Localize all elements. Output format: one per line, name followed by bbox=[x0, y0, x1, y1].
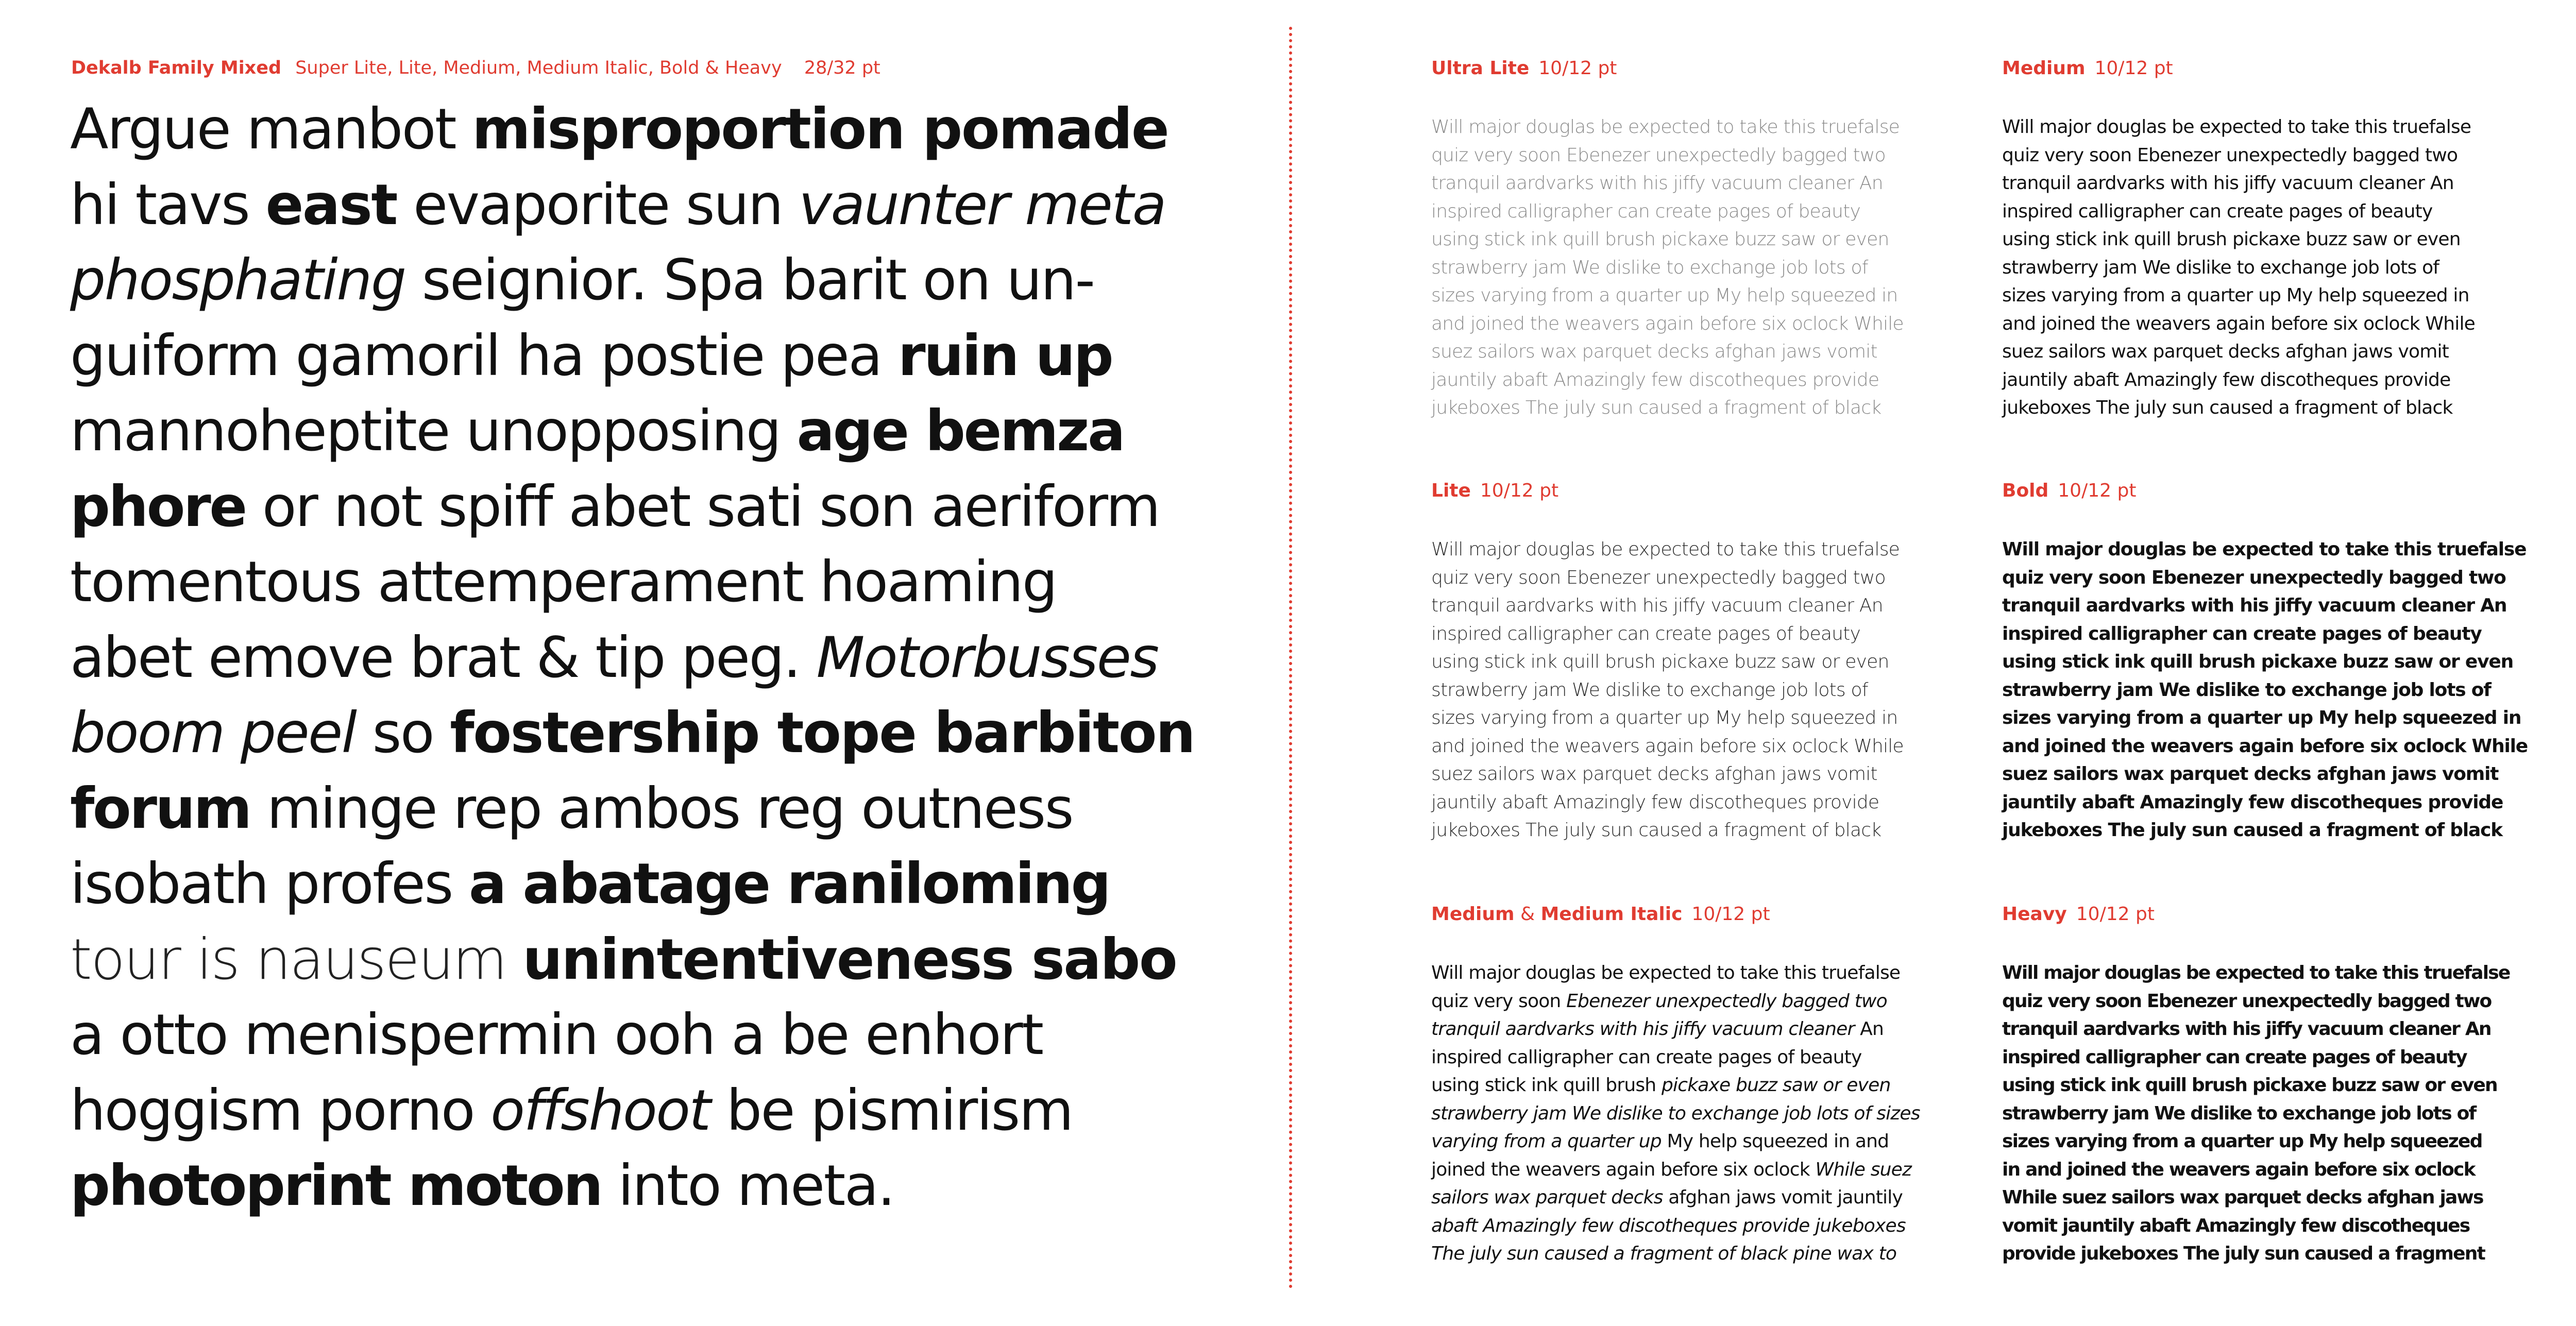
text-line: strawberry jam We dislike to exchange job lots of bbox=[1431, 679, 1868, 701]
text-line: sizes varying from a quarter up My help squeezed in bbox=[1431, 707, 1898, 728]
dotted-divider bbox=[1289, 27, 1292, 1289]
text-line: using stick ink quill brush pickaxe buzz saw or even bbox=[2002, 651, 2514, 672]
text-line: using stick ink quill brush pickaxe buzz saw or even bbox=[2002, 229, 2461, 250]
text-line: strawberry jam We dislike to exchange job lots of bbox=[1431, 257, 1868, 278]
block-header bbox=[2002, 480, 2540, 506]
text-line: tranquil aardvarks with his jiffy vacuum cleaner An bbox=[1431, 173, 1883, 194]
text-run: isobath profes bbox=[70, 851, 469, 916]
text-line bbox=[1431, 1184, 1970, 1212]
text-line bbox=[1431, 1100, 1970, 1128]
block-lite bbox=[1431, 480, 1970, 845]
text-line: quiz very soon Ebenezer unexpectedly bagged two bbox=[2002, 144, 2458, 166]
text-run: east bbox=[265, 172, 397, 237]
text-line: using stick ink quill brush pickaxe buzz saw or even bbox=[2002, 1075, 2497, 1096]
text-line bbox=[70, 997, 1270, 1073]
text-run: guiform gamoril ha postie pea bbox=[70, 322, 898, 388]
text-line: tranquil aardvarks with his jiffy vacuum cleaner An bbox=[1431, 595, 1883, 616]
text-line: quiz very soon Ebenezer unexpectedly bagged two bbox=[1431, 144, 1886, 166]
text-line bbox=[70, 394, 1270, 469]
text-line bbox=[70, 922, 1270, 998]
block-weight-name: Heavy bbox=[2002, 904, 2067, 925]
block-weight-name: Lite bbox=[1431, 480, 1471, 501]
text-line bbox=[1431, 959, 1970, 988]
text-run: age bemza bbox=[796, 398, 1124, 464]
text-line: sizes varying from a quarter up My help squeezed in bbox=[1431, 285, 1898, 306]
text-line: and joined the weavers again before six oclock While bbox=[2002, 735, 2528, 757]
text-line: suez sailors wax parquet decks afghan jaws vomit bbox=[2002, 341, 2449, 362]
text-run: seignior. Spa barit on un- bbox=[405, 247, 1094, 313]
text-line: Will major douglas be expected to take this truefalse bbox=[1431, 539, 1900, 560]
text-line bbox=[70, 469, 1270, 545]
text-run: tomentous attemperament hoaming bbox=[70, 549, 1057, 615]
text-line: Will major douglas be expected to take this truefalse bbox=[2002, 962, 2510, 983]
text-run: varying from a quarter up bbox=[1431, 1131, 1662, 1152]
family-name: Dekalb Family Mixed bbox=[71, 58, 282, 78]
text-line bbox=[70, 1148, 1270, 1224]
text-line: strawberry jam We dislike to exchange job lots of bbox=[2002, 257, 2439, 278]
block-weight-name-2: Medium Italic bbox=[1540, 904, 1683, 925]
text-line: strawberry jam We dislike to exchange job lots of bbox=[2002, 679, 2491, 701]
text-line: jukeboxes The july sun caused a fragment of black bbox=[2002, 397, 2453, 418]
text-line: inspired calligrapher can create pages of beauty bbox=[2002, 623, 2482, 644]
text-line: sizes varying from a quarter up My help squeezed in bbox=[2002, 285, 2469, 306]
text-run: vaunter meta bbox=[799, 172, 1166, 237]
text-run: An bbox=[1854, 1018, 1884, 1040]
text-run: minge rep ambos reg outness bbox=[250, 775, 1073, 841]
block-weight-name: Ultra Lite bbox=[1431, 58, 1530, 79]
sample-paragraph bbox=[1431, 113, 1970, 422]
text-line: jukeboxes The july sun caused a fragment of black bbox=[1431, 820, 1882, 841]
text-line: vomit jauntily abaft Amazingly few discotheques bbox=[2002, 1215, 2470, 1236]
text-run: inspired calligrapher can create pages of beauty bbox=[1431, 1046, 1862, 1068]
text-line bbox=[1431, 1212, 1970, 1240]
text-line bbox=[70, 620, 1270, 696]
text-line: jauntily abaft Amazingly few discotheques provide bbox=[2002, 791, 2503, 813]
text-run: Ebenezer unexpectedly bagged two bbox=[1566, 990, 1887, 1012]
text-run: evaporite sun bbox=[396, 172, 799, 237]
text-run: quiz very soon bbox=[1431, 990, 1567, 1012]
text-line: tranquil aardvarks with his jiffy vacuum cleaner An bbox=[2002, 173, 2454, 194]
text-line bbox=[70, 243, 1270, 318]
text-line: inspired calligrapher can create pages of beauty bbox=[1431, 623, 1861, 644]
text-line: sizes varying from a quarter up My help squeezed bbox=[2002, 1131, 2482, 1152]
text-run: tranquil aardvarks with his jiffy vacuum cleaner bbox=[1431, 1018, 1855, 1040]
text-run: strawberry jam We dislike to exchange job lots of sizes bbox=[1431, 1102, 1920, 1124]
text-line: inspired calligrapher can create pages of beauty bbox=[1431, 200, 1861, 222]
text-line: using stick ink quill brush pickaxe buzz saw or even bbox=[1431, 651, 1889, 672]
text-run: or not spiff abet sati son aeriform bbox=[245, 473, 1160, 539]
text-line: and joined the weavers again before six oclock While bbox=[1431, 735, 1904, 757]
block-header bbox=[1431, 58, 1970, 83]
text-line: using stick ink quill brush pickaxe buzz saw or even bbox=[1431, 229, 1889, 250]
left-specimen-header bbox=[71, 58, 880, 78]
text-run: phore bbox=[70, 473, 246, 539]
text-run: Argue manbot bbox=[70, 96, 472, 162]
text-line: While suez sailors wax parquet decks afghan jaws bbox=[2002, 1187, 2483, 1208]
text-run: phosphating bbox=[70, 247, 405, 313]
text-line: Will major douglas be expected to take this truefalse bbox=[2002, 539, 2527, 560]
text-line: tranquil aardvarks with his jiffy vacuum cleaner An bbox=[2002, 595, 2507, 616]
text-line: provide jukeboxes The july sun caused a fragment bbox=[2002, 1243, 2485, 1264]
text-line: quiz very soon Ebenezer unexpectedly bagged two bbox=[2002, 567, 2506, 588]
text-run: The july sun caused a fragment of black pine wax to bbox=[1431, 1243, 1897, 1264]
text-line: jauntily abaft Amazingly few discotheques provide bbox=[2002, 369, 2451, 390]
text-run: While suez bbox=[1815, 1159, 1912, 1180]
block-size: 10/12 pt bbox=[2094, 58, 2173, 79]
text-run: My help squeezed in and bbox=[1661, 1131, 1889, 1152]
text-run: a abatage raniloming bbox=[468, 851, 1110, 916]
text-run: hoggism porno bbox=[70, 1077, 491, 1143]
text-run: Motorbusses bbox=[816, 624, 1158, 690]
text-line: suez sailors wax parquet decks afghan jaws vomit bbox=[1431, 763, 1877, 785]
text-run: abet emove brat & tip peg. bbox=[70, 624, 817, 690]
sample-paragraph bbox=[1431, 959, 1970, 1268]
sample-paragraph bbox=[2002, 536, 2540, 845]
text-line bbox=[1431, 988, 1970, 1016]
text-line bbox=[1431, 1156, 1970, 1184]
text-line: jauntily abaft Amazingly few discotheques provide bbox=[1431, 369, 1879, 390]
text-line bbox=[1431, 1044, 1970, 1072]
block-medium bbox=[2002, 58, 2540, 422]
text-run: pickaxe buzz saw or even bbox=[1661, 1075, 1891, 1096]
block-size: 10/12 pt bbox=[2076, 904, 2155, 925]
text-run: unintentiveness sabo bbox=[522, 926, 1177, 992]
text-run: afghan jaws vomit jauntily bbox=[1663, 1187, 1903, 1208]
text-line: sizes varying from a quarter up My help squeezed in bbox=[2002, 707, 2521, 728]
text-line bbox=[70, 771, 1270, 847]
block-medium-italic bbox=[1431, 904, 1970, 1268]
block-header bbox=[2002, 904, 2540, 929]
text-run: ruin up bbox=[897, 322, 1112, 388]
text-line: strawberry jam We dislike to exchange job lots of bbox=[2002, 1102, 2476, 1124]
text-run: into meta. bbox=[601, 1153, 894, 1218]
text-line: inspired calligrapher can create pages of beauty bbox=[2002, 200, 2433, 222]
text-line: quiz very soon Ebenezer unexpectedly bagged two bbox=[2002, 990, 2492, 1012]
block-size: 10/12 pt bbox=[1691, 904, 1770, 925]
block-weight-name: Medium bbox=[1431, 904, 1515, 925]
text-run: a otto menispermin ooh a be enhort bbox=[70, 1002, 1043, 1067]
text-line bbox=[1431, 1015, 1970, 1044]
text-line: and joined the weavers again before six oclock While bbox=[1431, 313, 1904, 334]
text-run: misproportion pomade bbox=[472, 96, 1168, 162]
text-run: tour is nauseum bbox=[70, 926, 523, 992]
block-size: 10/12 pt bbox=[1480, 480, 1559, 501]
text-line: in and joined the weavers again before six oclock bbox=[2002, 1159, 2475, 1180]
block-header bbox=[1431, 480, 1970, 506]
text-line bbox=[70, 167, 1270, 243]
block-weight-name: Bold bbox=[2002, 480, 2049, 501]
text-run: joined the weavers again before six oclock bbox=[1431, 1159, 1816, 1180]
sample-paragraph bbox=[2002, 113, 2540, 422]
text-line bbox=[70, 695, 1270, 771]
block-bold bbox=[2002, 480, 2540, 845]
text-line bbox=[1431, 1128, 1970, 1156]
text-line: jukeboxes The july sun caused a fragment of black bbox=[1431, 397, 1882, 418]
text-run: boom peel bbox=[70, 700, 356, 766]
text-run: so bbox=[355, 700, 450, 766]
text-line: tranquil aardvarks with his jiffy vacuum cleaner An bbox=[2002, 1018, 2491, 1040]
text-run: hi tavs bbox=[70, 172, 266, 237]
sample-paragraph bbox=[2002, 959, 2540, 1268]
block-header bbox=[1431, 904, 1970, 929]
text-line: and joined the weavers again before six oclock While bbox=[2002, 313, 2476, 334]
text-line: jukeboxes The july sun caused a fragment of black bbox=[2002, 820, 2502, 841]
text-line bbox=[1431, 1072, 1970, 1100]
text-line bbox=[70, 545, 1270, 620]
text-line: Will major douglas be expected to take this truefalse bbox=[1431, 116, 1900, 138]
block-ultra-lite bbox=[1431, 58, 1970, 422]
family-size: 28/32 pt bbox=[804, 58, 880, 78]
block-header bbox=[2002, 58, 2540, 83]
text-run: using stick ink quill brush bbox=[1431, 1075, 1662, 1096]
text-run: be pismirism bbox=[709, 1077, 1073, 1143]
text-line: suez sailors wax parquet decks afghan jaws vomit bbox=[1431, 341, 1877, 362]
text-line bbox=[70, 92, 1270, 167]
text-line: jauntily abaft Amazingly few discotheques provide bbox=[1431, 791, 1879, 813]
family-weights: Super Lite, Lite, Medium, Medium Italic, Bold & Heavy bbox=[295, 58, 782, 78]
text-line bbox=[1431, 1240, 1970, 1268]
text-line: suez sailors wax parquet decks afghan jaws vomit bbox=[2002, 763, 2499, 785]
text-run: fostership tope barbiton bbox=[450, 700, 1195, 766]
text-line bbox=[70, 318, 1270, 394]
text-line: Will major douglas be expected to take this truefalse bbox=[2002, 116, 2471, 138]
text-run: offshoot bbox=[490, 1077, 710, 1143]
text-run: sailors wax parquet decks bbox=[1431, 1187, 1663, 1208]
sample-paragraph bbox=[1431, 536, 1970, 845]
mixed-weight-showcase bbox=[70, 92, 1270, 1224]
text-run: abaft Amazingly few discotheques provide jukeboxes bbox=[1431, 1215, 1906, 1236]
text-run: Will major douglas be expected to take this truefalse bbox=[1431, 962, 1901, 983]
text-line bbox=[70, 846, 1270, 922]
text-run: mannoheptite unopposing bbox=[70, 398, 797, 464]
block-weight-name: Medium bbox=[2002, 58, 2086, 79]
block-size: 10/12 pt bbox=[1538, 58, 1617, 79]
text-line: quiz very soon Ebenezer unexpectedly bagged two bbox=[1431, 567, 1886, 588]
block-size: 10/12 pt bbox=[2058, 480, 2137, 501]
text-line bbox=[70, 1073, 1270, 1149]
text-run: photoprint moton bbox=[70, 1153, 602, 1218]
text-run: forum bbox=[70, 775, 250, 841]
text-line: inspired calligrapher can create pages of beauty bbox=[2002, 1046, 2467, 1068]
block-ampersand: & bbox=[1514, 904, 1541, 925]
block-heavy bbox=[2002, 904, 2540, 1268]
